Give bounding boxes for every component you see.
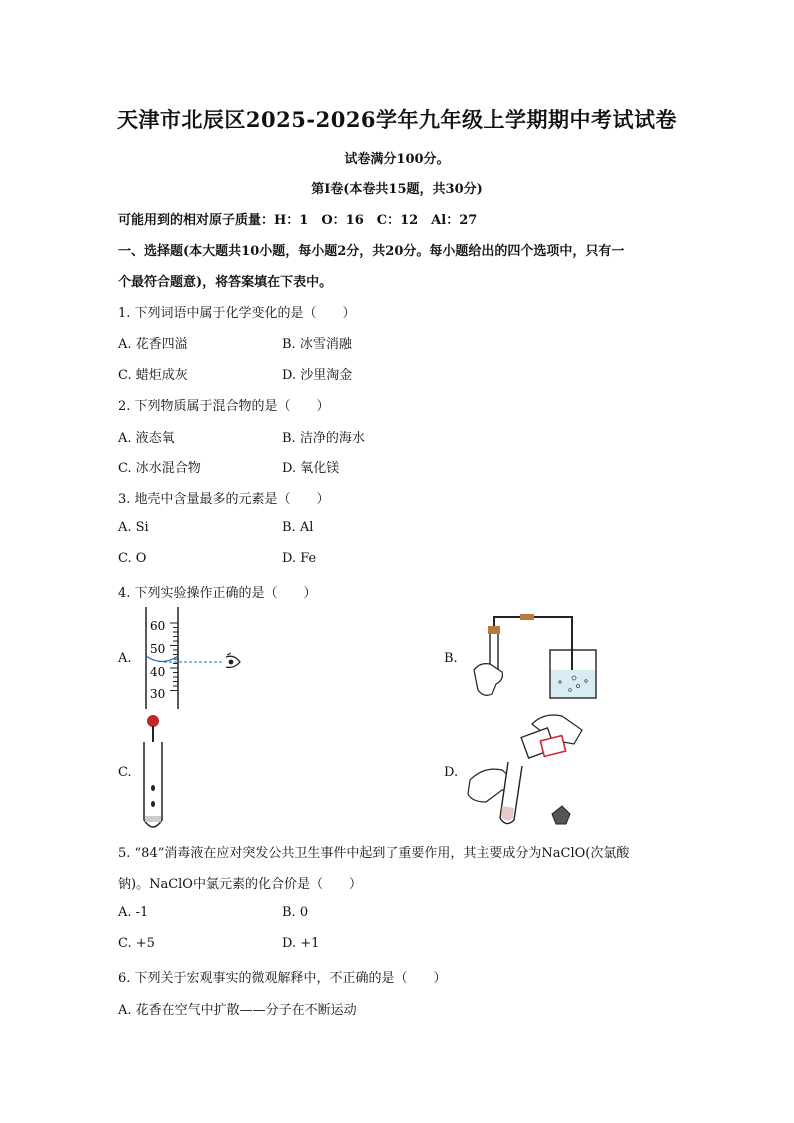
page-title: 天津市北辰区2025-2026学年九年级上学期期中考试试卷 [116, 107, 678, 132]
question-2-option-c: C. 冰水混合物 [118, 461, 201, 476]
question-3-stem: 3. 地壳中含量最多的元素是（ ） [118, 492, 330, 507]
question-3-option-c: C. O [118, 551, 147, 566]
question-5-option-d: D. +1 [282, 936, 320, 951]
question-3-option-d: D. Fe [282, 551, 317, 566]
pouring-liquid-figure [462, 710, 592, 832]
meniscus-curve [146, 656, 178, 662]
section-intro-line-1: 一、选择题(本大题共10小题，每小题2分，共20分。每小题给出的四个选项中，只有一 [118, 244, 625, 259]
question-1-option-b: B. 冰雪消融 [282, 337, 352, 352]
question-4-option-c-label: C. [118, 765, 132, 780]
question-4-option-a-label: A. [118, 651, 132, 666]
question-5-stem-line-1: 5. “84”消毒液在应对突发公共卫生事件中起到了重要作用，其主要成分为NaClO(次氯酸 [118, 846, 630, 861]
cylinder-tick-60: 60 [150, 619, 166, 633]
question-4-option-d-label: D. [444, 765, 459, 780]
graduated-cylinder-figure [134, 605, 254, 713]
question-6-option-a: A. 花香在空气中扩散——分子在不断运动 [118, 1003, 357, 1018]
question-2-option-d: D. 氧化镁 [282, 461, 340, 476]
question-5-option-b: B. 0 [282, 905, 309, 920]
section-intro-line-2: 个最符合题意)，将答案填在下表中。 [118, 275, 333, 290]
question-4-option-b-label: B. [444, 651, 458, 666]
full-score-note: 试卷满分100分。 [344, 152, 450, 167]
bottle-stopper [552, 806, 570, 824]
atomic-mass-line: 可能用到的相对原子质量：H：1 O：16 C：12 Al：27 [118, 213, 478, 228]
question-1-stem: 1. 下列词语中属于化学变化的是（ ） [118, 306, 356, 321]
question-5-option-c: C. +5 [118, 936, 155, 951]
cylinder-tick-30: 30 [150, 687, 166, 701]
volume-heading: 第Ⅰ卷(本卷共15题，共30分) [311, 182, 483, 197]
eye-icon [226, 653, 240, 667]
dropper-test-tube-figure [134, 712, 174, 832]
dropper-bulb [147, 715, 159, 727]
rubber-connector [520, 614, 534, 620]
question-6-stem: 6. 下列关于宏观事实的微观解释中，不正确的是（ ） [118, 971, 447, 986]
question-4-stem: 4. 下列实验操作正确的是（ ） [118, 586, 317, 601]
beaker-water [551, 670, 595, 697]
cylinder-tick-40: 40 [150, 665, 166, 679]
question-3-option-b: B. Al [282, 520, 314, 535]
airtightness-check-figure [462, 612, 612, 702]
question-1-option-d: D. 沙里淘金 [282, 368, 353, 383]
cylinder-tick-50: 50 [150, 642, 166, 656]
question-2-option-a: A. 液态氧 [118, 431, 175, 446]
question-1-option-c: C. 蜡炬成灰 [118, 368, 188, 383]
question-3-option-a: A. Si [118, 520, 149, 535]
question-2-stem: 2. 下列物质属于混合物的是（ ） [118, 399, 330, 414]
test-tube [144, 742, 162, 827]
question-5-stem-line-2: 钠)。NaClO中氯元素的化合价是（ ） [118, 877, 362, 892]
question-2-option-b: B. 洁净的海水 [282, 431, 365, 446]
question-5-option-a: A. -1 [118, 905, 149, 920]
stopper [488, 626, 500, 634]
question-1-option-a: A. 花香四溢 [118, 337, 188, 352]
